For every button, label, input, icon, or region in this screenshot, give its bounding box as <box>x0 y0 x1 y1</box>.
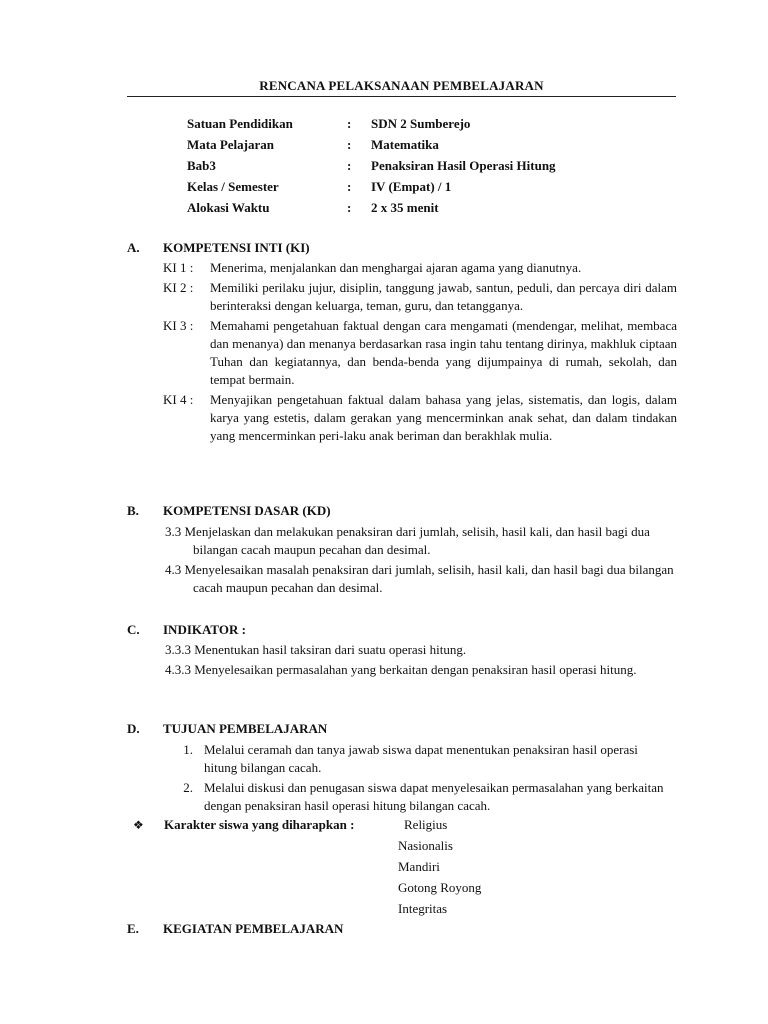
identity-label: Alokasi Waktu <box>187 200 270 215</box>
ki-text: Memahami pengetahuan faktual dengan cara mengamati (mendengar, melihat, membaca dan menanya) dan menanya berdasarkan rasa ingin tahu tentang dirinya, makhluk ciptaan Tuhan dan kegiatannya, dan benda-benda yang dijumpainya di rumah, sekolah, dan tempat bermain. <box>210 318 677 387</box>
identity-label: Bab3 <box>187 158 216 173</box>
indicator-item: 3.3.3 Menentukan hasil taksiran dari suatu operasi hitung. <box>165 642 467 657</box>
identity-row <box>187 157 691 178</box>
document-title: RENCANA PELAKSANAAN PEMBELAJARAN <box>259 78 544 93</box>
identity-colon: : <box>347 158 352 173</box>
objective-list <box>163 741 665 817</box>
kd-item: 3.3 Menjelaskan dan melakukan penaksiran dari jumlah, selisih, hasil kali, dan hasil bagi dua bilangan cacah maupun pecahan dan desimal. <box>165 524 650 557</box>
ki-label: KI 3 : <box>163 318 194 333</box>
section-b-letter: B. <box>127 503 139 518</box>
identity-row <box>187 136 691 157</box>
ki-label: KI 4 : <box>163 392 194 407</box>
ki-item <box>163 279 677 315</box>
identity-value: IV (Empat) / 1 <box>371 179 452 194</box>
identity-row <box>187 178 691 199</box>
ki-item <box>163 317 677 389</box>
identity-row <box>187 115 691 136</box>
section-d-title: TUJUAN PEMBELAJARAN <box>163 721 328 736</box>
diamond-bullet-icon: ❖ <box>133 818 144 832</box>
character-value: Nasionalis <box>398 838 453 853</box>
identity-row <box>187 199 691 220</box>
objective-number: 1. <box>183 742 193 757</box>
identity-value: 2 x 35 menit <box>371 200 439 215</box>
title-underline <box>127 96 676 97</box>
ki-item <box>163 259 677 277</box>
identity-colon: : <box>347 116 352 131</box>
ki-text: Menerima, menjalankan dan menghargai ajaran agama yang dianutnya. <box>210 260 582 275</box>
identity-colon: : <box>347 137 352 152</box>
objective-text: Melalui ceramah dan tanya jawab siswa dapat menentukan penaksiran hasil operasi hitung bilangan cacah. <box>204 742 638 775</box>
ki-label: KI 1 : <box>163 260 194 275</box>
section-b-title: KOMPETENSI DASAR (KD) <box>163 503 331 518</box>
section-d-letter: D. <box>127 721 140 736</box>
character-value: Integritas <box>398 901 448 916</box>
ki-text: Menyajikan pengetahuan faktual dalam bahasa yang jelas, sistematis, dan logis, dalam karya yang estetis, dalam gerakan yang mencerminkan anak sehat, dan dalam tindakan yang mencerminkan peri-laku anak beriman dan berakhlak mulia. <box>210 392 677 443</box>
identity-label: Satuan Pendidikan <box>187 116 293 131</box>
ki-text: Memiliki perilaku jujur, disiplin, tanggung jawab, santun, peduli, dan percaya diri dalam berinteraksi dengan keluarga, teman, guru, dan tetangganya. <box>210 280 677 313</box>
character-value-list <box>398 837 481 921</box>
identity-value: Penaksiran Hasil Operasi Hitung <box>371 158 556 173</box>
identity-colon: : <box>347 200 352 215</box>
indicator-item: 4.3.3 Menyelesaikan permasalahan yang berkaitan dengan penaksiran hasil operasi hitung. <box>165 662 637 677</box>
ki-list <box>163 259 677 445</box>
objective-item <box>163 779 665 815</box>
section-a-letter: A. <box>127 240 140 255</box>
section-e-title: KEGIATAN PEMBELAJARAN <box>163 921 344 936</box>
ki-label: KI 2 : <box>163 280 194 295</box>
objective-item <box>163 741 665 777</box>
section-a-title: KOMPETENSI INTI (KI) <box>163 240 310 255</box>
kd-item: 4.3 Menyelesaikan masalah penaksiran dari jumlah, selisih, hasil kali, dan hasil bagi dua bilangan cacah maupun pecahan dan desimal. <box>165 562 674 595</box>
identity-value: Matematika <box>371 137 439 152</box>
character-label: Karakter siswa yang diharapkan : <box>164 817 355 832</box>
ki-item <box>163 391 677 445</box>
identity-label: Mata Pelajaran <box>187 137 275 152</box>
objective-number: 2. <box>183 780 193 795</box>
character-value: Gotong Royong <box>398 880 482 895</box>
identity-colon: : <box>347 179 352 194</box>
character-value: Mandiri <box>398 859 440 874</box>
identity-value: SDN 2 Sumberejo <box>371 116 471 131</box>
character-value: Religius <box>404 817 448 832</box>
section-c-title: INDIKATOR : <box>163 622 246 637</box>
identity-label: Kelas / Semester <box>187 179 279 194</box>
objective-text: Melalui diskusi dan penugasan siswa dapat menyelesaikan permasalahan yang berkaitan dengan penaksiran hasil operasi hitung bilangan cacah. <box>204 780 664 813</box>
section-c-letter: C. <box>127 622 140 637</box>
identity-table <box>187 115 691 220</box>
section-e-letter: E. <box>127 921 139 936</box>
